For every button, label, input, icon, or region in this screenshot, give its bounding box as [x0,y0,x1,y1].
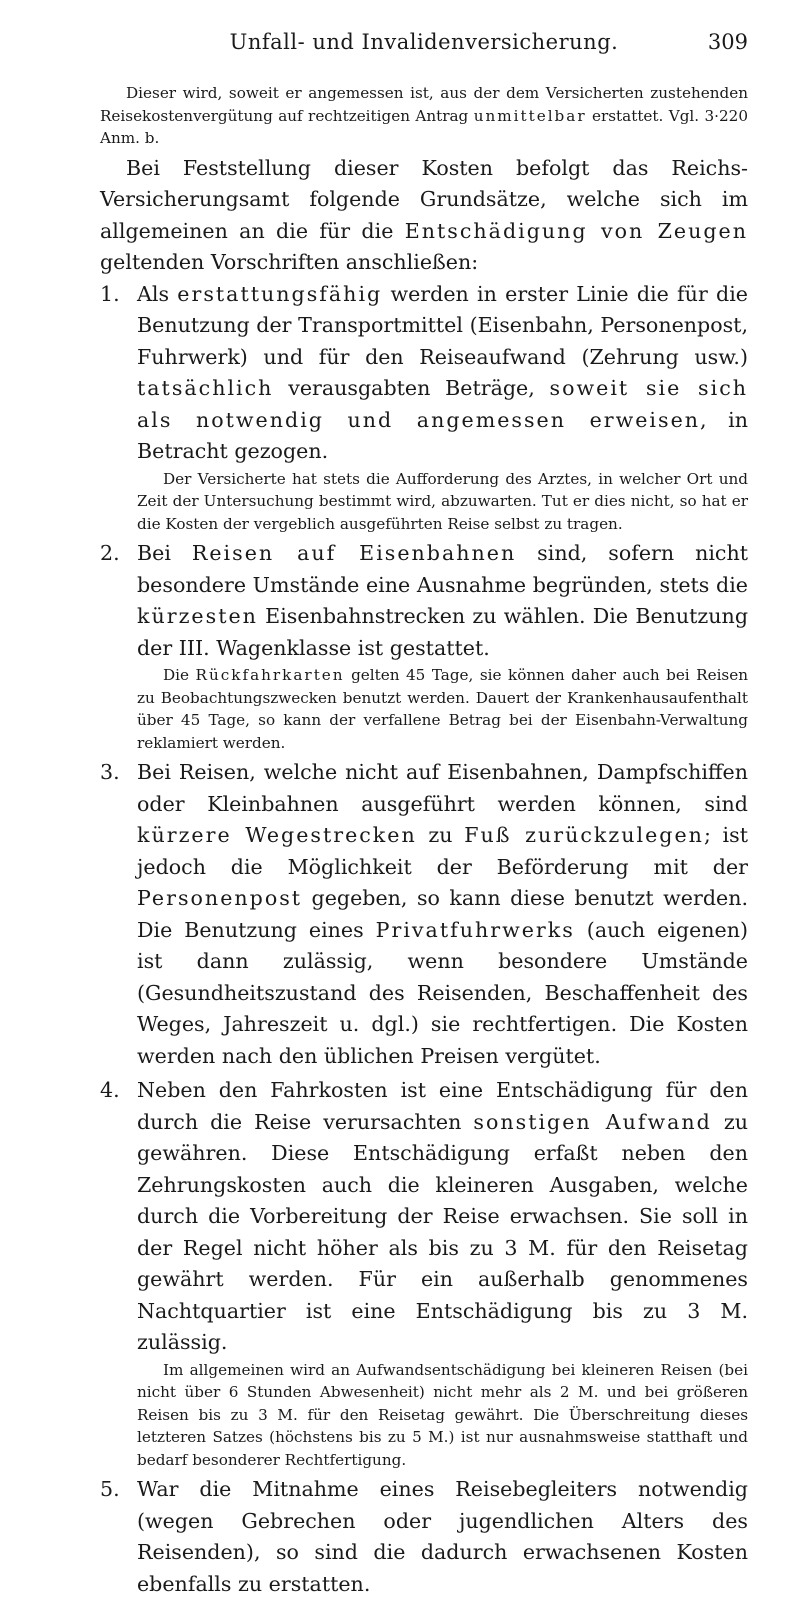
spaced-emphasis: kürzesten [137,604,258,628]
item-note: Der Versicherte hat stets die Aufforderung des Arztes, in welcher Ort und Zeit der Untersuchung bestimmt wird, abzuwarten. Tut er dies nicht, so hat er die Kosten der vergeblich ausgeführten Reise selbst zu tragen. [137,468,748,536]
item-note [137,664,748,754]
main-para-text-2: geltenden Vorschriften anschließen: [100,250,478,274]
spaced-emphasis: soweit sie sich als notwendig und angemessen erweisen [137,376,748,432]
item-note: Im allgemeinen wird an Aufwandsentschädigung bei kleineren Reisen (bei nicht über 6 Stunden Abwesenheit) nicht mehr als 2 M. und bei größeren Reisen bis zu 3 M. für den Reisetag gewährt. Die Überschreitung dieses letzteren Satzes (höchstens bis zu 5 M.) ist nur ausnahmsweise statthaft und bedarf besonderer Rechtfertigung. [137,1359,748,1472]
intro-note-emphasis: unmittelbar [474,107,587,125]
list-item [100,757,748,1072]
main-paragraph [100,153,748,279]
item-number: 1. [100,279,120,311]
item-number: 3. [100,757,120,789]
spaced-emphasis: Personenpost [137,886,302,910]
spaced-emphasis: erstattungsfähig [177,282,382,306]
item-text: zu gewähren. Diese Entschädigung erfaßt neben den Zehrungskosten auch die kleineren Ausgaben, welche durch die Vorbereitung der Reise erwachsen. Sie soll in der Regel nicht höher als bis zu 3 M. für den Reisetag gewährt werden. Für ein außerhalb genommenes Nachtquartier ist eine Entschädigung bis zu 3 M. zulässig. [137,1110,748,1355]
item-text: Eisenbahnstrecken zu wählen. Die Benutzung der III. Wagenklasse ist gestattet. [137,604,748,660]
page-number: 309 [708,30,748,54]
spaced-emphasis: sonstigen Aufwand [473,1110,711,1134]
item-number: 4. [100,1075,120,1107]
intro-note-text-2: erstattet. Vgl. [587,107,705,125]
item-text: sind, sofern nicht besondere Umstände eine Ausnahme begründen, stets die [137,541,748,597]
item-body [137,1075,748,1359]
spaced-emphasis: Fuß zurückzulegen [464,823,704,847]
item-text: Bei Reisen, welche nicht auf Eisenbahnen, Dampfschiffen oder Kleinbahnen ausgeführt werden können, sind [137,760,748,816]
item-body [137,757,748,1072]
item-text: Als [137,282,177,306]
item-text: ; ist jedoch die Möglichkeit der Beförderung mit der [137,823,748,879]
main-para-emphasis: Entschädigung von Zeugen [405,219,748,243]
item-body [137,538,748,664]
list-item [100,1075,748,1471]
item-text: verausgabten Beträge, [273,376,549,400]
list-item [100,538,748,754]
spaced-emphasis: Privatfuhrwerks [376,918,575,942]
running-header [100,30,748,60]
item-text: zu [417,823,464,847]
spaced-emphasis: tatsächlich [137,376,273,400]
intro-footnote [100,82,748,150]
item-number: 2. [100,538,120,570]
list-item [100,279,748,536]
item-text: , in Betracht gezogen. [137,408,748,464]
note-text: Die [163,666,196,684]
item-number: 5. [100,1474,120,1506]
principles-list [100,279,748,1600]
spaced-emphasis: Rückfahrkarten [196,666,345,684]
item-text: (auch eigenen) ist dann zulässig, wenn besondere Umstände (Gesundheitszustand des Reisenden, Beschaffenheit des Weges, Jahreszeit u. dgl.) sie rechtfertigen. Die Kosten werden nach den üblichen Preisen vergütet. [137,918,748,1068]
item-text: War die Mitnahme eines Reisebegleiters notwendig (wegen Gebrechen oder jugendlichen Alters des Reisenden), so sind die dadurch erwachsenen Kosten ebenfalls zu erstatten. [137,1477,748,1596]
intro-note-text-3: Anm. b. [100,129,159,147]
page-content [100,82,748,1600]
main-para-text: Bei Feststellung dieser Kosten befolgt das Reichs-Versicherungsamt folgende Grundsätze, welche sich im allgemeinen an die für die [100,156,748,243]
cross-reference: 3·220 [705,107,748,125]
item-text: Neben den Fahrkosten ist eine Entschädigung für den durch die Reise verursachten [137,1078,748,1134]
item-text: Bei [137,541,192,565]
item-text: gegeben, so kann diese benutzt werden. Die Benutzung eines [137,886,748,942]
running-title: Unfall- und Invalidenversicherung. [100,30,748,54]
intro-note-text: Dieser wird, soweit er angemessen ist, aus der dem Versicherten zustehenden Reisekostenvergütung auf rechtzeitigen Antrag [100,84,748,125]
spaced-emphasis: Reisen auf Eisenbahnen [192,541,516,565]
spaced-emphasis: kürzere Wegestrecken [137,823,417,847]
item-body [137,279,748,468]
note-text: gelten 45 Tage, sie können daher auch bei Reisen zu Beobachtungszwecken benutzt werden. Dauert der Krankenhausaufenthalt über 45 Tage, so kann der verfallene Betrag bei der Eisenbahn-Verwaltung reklamiert werden. [137,666,748,752]
list-item [100,1474,748,1600]
item-body [137,1474,748,1600]
item-text: werden in erster Linie die für die Benutzung der Transportmittel (Eisenbahn, Personenpost, Fuhrwerk) und für den Reiseaufwand (Zehrung usw.) [137,282,748,369]
